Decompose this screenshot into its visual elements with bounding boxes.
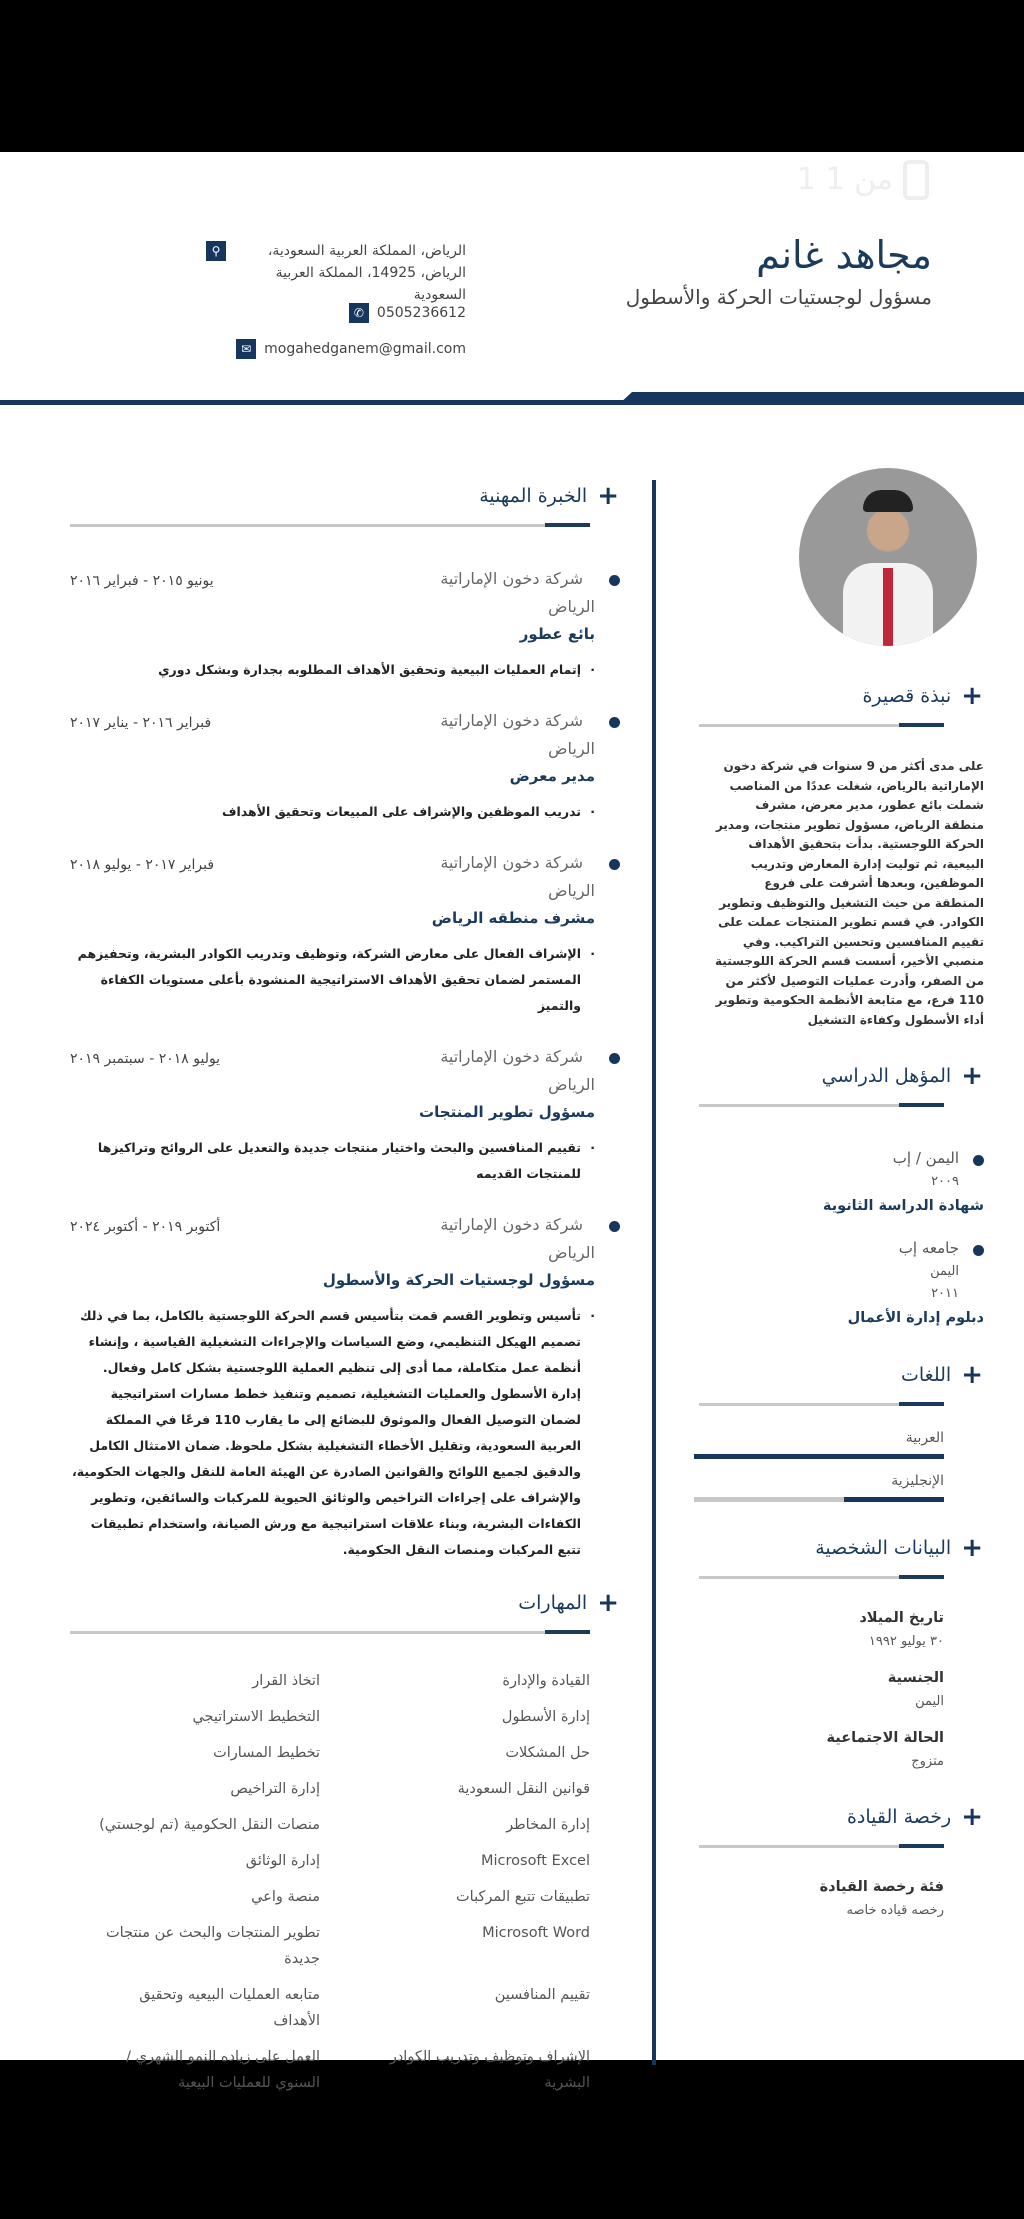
skill-item: تطبيقات تتبع المركبات — [456, 1889, 590, 1905]
heading-text: نبذة قصيرة — [862, 685, 952, 707]
job-location: الرياض — [548, 1243, 595, 1262]
bullet-dot-icon — [609, 575, 620, 586]
skill-item: إدارة المخاطر — [506, 1817, 590, 1833]
plus-icon: + — [597, 481, 620, 511]
personal-label: الحالة الاجتماعية — [826, 1730, 944, 1746]
section-divider — [70, 524, 590, 527]
personal-value: اليمن — [915, 1694, 944, 1709]
skill-item: إدارة الأسطول — [501, 1709, 590, 1725]
license-label: فئة رخصة القيادة — [819, 1879, 944, 1895]
company-name: شركة دخون الإماراتية — [440, 853, 583, 872]
skill-item: قوانين النقل السعودية — [457, 1781, 590, 1797]
education-place: اليمن / إب — [892, 1149, 959, 1167]
education-place: جامعه إب — [898, 1239, 959, 1257]
skill-item: Microsoft Word — [482, 1925, 590, 1941]
education-heading — [699, 1062, 984, 1090]
job-location: الرياض — [548, 739, 595, 758]
languages-section — [699, 1361, 984, 1502]
skill-item: إدارة التراخيص — [230, 1781, 320, 1797]
entry-header — [70, 1213, 620, 1237]
date-range: أكتوبر ٢٠١٩ - أكتوبر ٢٠٢٤ — [70, 1219, 221, 1235]
experience-entry — [70, 1045, 620, 1187]
company-name: شركة دخون الإماراتية — [440, 1047, 583, 1066]
skill-item: تطوير المنتجات والبحث عن منتجات جديدة — [106, 1925, 320, 1967]
entry-header — [70, 709, 620, 733]
company-name: شركة دخون الإماراتية — [440, 711, 583, 730]
education-degree: شهادة الدراسة الثانوية — [822, 1198, 984, 1214]
phone-icon: ✆ — [349, 303, 369, 323]
section-divider — [699, 1403, 944, 1406]
heading-text: البيانات الشخصية — [815, 1537, 952, 1559]
skill-item: العمل على زياده النمو الشهري / السنوي للعمليات البيعية — [126, 2049, 320, 2091]
summary-heading — [699, 682, 984, 710]
language-level-fill — [694, 1454, 944, 1459]
job-description: · تقييم المنافسين والبحث واختيار منتجات جديدة والتعديل على الروائح وتراكيزها للمنتجات القديمه — [70, 1135, 595, 1187]
skill-item: منصة واعي — [251, 1889, 320, 1905]
heading-text: رخصة القيادة — [846, 1806, 952, 1828]
entry-header — [70, 851, 620, 875]
personal-heading — [699, 1534, 984, 1562]
personal-section — [699, 1534, 984, 1771]
job-location: الرياض — [548, 597, 595, 616]
education-place-row — [699, 1237, 984, 1259]
location-pin-icon: ⚲ — [206, 241, 226, 261]
license-value: رخصه قياده خاصه — [846, 1903, 944, 1918]
summary-text: على مدى أكثر من 9 سنوات في شركة دخون الإماراتية بالرياض، شغلت عددًا من المناصب شملت بائع عطور، مدير معرض، مشرف منطقة الرياض، مسؤول تطوير منتجات، ومدير الحركة اللوجستية. بدأت بتحقيق الأهداف البيعية، ثم توليت إدارة المعارض وتدريب الموظفين، وبعدها أشرفت على فروع المنطقة من حيث التشغيل والتوظيف وتطوير الكوادر. في قسم تطوير المنتجات عملت على تقييم المنافسين وتحسين التراكيب. وفي منصبي الأخير، أسست قسم الحركة اللوجستية من الصفر، وأدرت عمليات التوصيل لأكثر من 110 فرع، مع متابعة الأنظمة الحكومية وتطوير أداء الأسطول وكفاءة التشغيل — [715, 759, 984, 1027]
plus-icon: + — [961, 1533, 984, 1563]
heading-text: اللغات — [901, 1364, 952, 1386]
skill-item: متابعه العمليات البيعيه وتحقيق الأهداف — [139, 1987, 320, 2029]
right-column — [699, 682, 984, 1952]
job-description: · تدريب الموظفين والإشراف على المبيعات وتحقيق الأهداف — [70, 799, 595, 825]
heading-text: الخبرة المهنية — [479, 485, 588, 507]
job-role: بائع عطور — [519, 625, 595, 643]
bullet-dot-icon — [609, 859, 620, 870]
job-role: مسؤول لوجستيات الحركة والأسطول — [322, 1271, 595, 1289]
skill-item: اتخاذ القرار — [252, 1673, 320, 1689]
experience-entry — [70, 1213, 620, 1563]
experience-list — [70, 567, 620, 1563]
skills-heading — [70, 1589, 620, 1617]
date-range: يونيو ٢٠١٥ - فبراير ٢٠١٦ — [70, 573, 214, 589]
document-icon — [903, 160, 929, 200]
summary-section — [699, 682, 984, 1030]
plus-icon: + — [597, 1588, 620, 1618]
contact-email[interactable] — [236, 338, 466, 360]
bullet-dot-icon — [973, 1245, 984, 1256]
job-role: مسؤول تطوير المنتجات — [419, 1103, 595, 1121]
language-level-fill — [844, 1497, 944, 1502]
entry-header — [70, 1045, 620, 1069]
resume-page — [0, 152, 1024, 2091]
skill-item: تقييم المنافسين — [494, 1987, 590, 2003]
section-divider — [70, 1631, 590, 1634]
page-count-text: 1 من 1 — [796, 162, 893, 197]
column-divider — [652, 480, 656, 2065]
language-name: الإنجليزية — [891, 1473, 944, 1489]
job-description: · إتمام العمليات البيعية وتحقيق الأهداف المطلوبه بجدارة وبشكل دوري — [70, 657, 595, 683]
experience-heading — [70, 482, 620, 510]
education-entry — [699, 1147, 984, 1217]
profile-photo — [799, 468, 977, 646]
plus-icon: + — [961, 1360, 984, 1390]
address-text: الرياض، المملكة العربية السعودية، الرياض، 14925، المملكة العربية السعودية — [267, 243, 466, 303]
skill-item: الإشراف وتوظيف وتدريب الكوادر البشرية — [389, 2049, 590, 2091]
education-detail: ٢٠١١ — [931, 1286, 959, 1301]
job-location: الرياض — [548, 881, 595, 900]
entry-header — [70, 567, 620, 591]
section-divider — [699, 1845, 944, 1848]
candidate-name: مجاهد غانم — [756, 233, 932, 277]
candidate-title: مسؤول لوجستيات الحركة والأسطول — [625, 285, 932, 309]
skill-item: إدارة الوثائق — [245, 1853, 320, 1869]
experience-entry — [70, 709, 620, 825]
company-name: شركة دخون الإماراتية — [440, 569, 583, 588]
education-entry — [699, 1237, 984, 1329]
section-divider — [699, 724, 944, 727]
language-level-bar — [694, 1454, 944, 1459]
plus-icon: + — [961, 1802, 984, 1832]
bullet-dot-icon — [609, 1053, 620, 1064]
job-description: · الإشراف الفعال على معارض الشركة، وتوظيف وتدريب الكوادر البشرية، وتحفيزهم المستمر لضمان تحقيق الأهداف الاستراتيجية المنشودة بأعلى مستويات الكفاءة والتميز — [70, 941, 595, 1019]
email-link[interactable]: mogahedganem@gmail.com — [264, 341, 466, 357]
job-role: مشرف منطقه الرياض — [431, 909, 595, 927]
section-divider — [699, 1104, 944, 1107]
job-location: الرياض — [548, 1075, 595, 1094]
left-column — [70, 482, 620, 2096]
skill-item: Microsoft Excel — [480, 1853, 590, 1869]
skills-section — [70, 1589, 620, 2096]
experience-entry — [70, 567, 620, 683]
plus-icon: + — [961, 1061, 984, 1091]
education-detail: ٢٠٠٩ — [931, 1174, 959, 1189]
skill-item: التخطيط الاستراتيجي — [192, 1709, 320, 1725]
skill-item: تخطيط المسارات — [213, 1745, 320, 1761]
language-name: العربية — [905, 1430, 944, 1446]
education-degree: دبلوم إدارة الأعمال — [847, 1310, 984, 1326]
personal-value: ٣٠ يوليو ١٩٩٢ — [868, 1634, 944, 1649]
personal-value: متزوج — [911, 1754, 944, 1769]
contact-phone — [349, 302, 466, 324]
skill-item: منصات النقل الحكومية (تم لوجستي) — [99, 1817, 320, 1833]
experience-section — [70, 482, 620, 1563]
header-band-accent — [618, 392, 1024, 405]
license-section — [699, 1803, 984, 1920]
language-level-bar — [694, 1497, 944, 1502]
job-description: · تأسيس وتطوير القسم قمت بتأسيس قسم الحركة اللوجستية بالكامل، بما في ذلك تصميم الهيكل التنظيمي، وضع السياسات والإجراءات التشغيلية القياسية ، وإنشاء أنظمة عمل متكاملة، مما أدى إلى تنظيم العملية اللوجستية بشكل كامل وفعال. إدارة الأسطول والعمليات التشغيلية، تصميم وتنفيذ خطط مسارات استراتيجية لضمان التوصيل الفعال والموثوق للبضائع إلى ما يقارب 110 فرعًا في المملكة العربية السعودية، وتقليل الأخطاء التشغيلية بشكل ملحوظ. ضمان الامتثال الكامل والدقيق لجميع اللوائح والقوانين الصادرة عن الهيئة العامة للنقل والجهات الحكومية، والإشراف على إجراءات التراخيص والوثائق الحيوية للمركبات والسائقين، وتطوير الكفاءات البشرية، وبناء علاقات استراتيجية مع ورش الصيانة، واستخدام تطبيقات تتبع المركبات ومنصات النقل الحكومية. — [70, 1303, 595, 1563]
mail-icon: ✉ — [236, 339, 256, 359]
plus-icon: + — [961, 681, 984, 711]
contact-address — [206, 240, 466, 306]
bullet-dot-icon — [609, 1221, 620, 1232]
date-range: فبراير ٢٠١٦ - يناير ٢٠١٧ — [70, 715, 212, 731]
skill-item: القيادة والإدارة — [502, 1673, 590, 1689]
date-range: يوليو ٢٠١٨ - سبتمبر ٢٠١٩ — [70, 1051, 221, 1067]
date-range: فبراير ٢٠١٧ - يوليو ٢٠١٨ — [70, 857, 215, 873]
bullet-dot-icon — [609, 717, 620, 728]
bullet-dot-icon — [973, 1155, 984, 1166]
header-band — [0, 400, 640, 405]
education-detail: اليمن — [930, 1264, 959, 1279]
heading-text: المؤهل الدراسي — [821, 1065, 952, 1087]
section-divider — [699, 1576, 944, 1579]
license-heading — [699, 1803, 984, 1831]
education-place-row — [699, 1147, 984, 1169]
heading-text: المهارات — [518, 1592, 588, 1614]
personal-label: الجنسية — [887, 1670, 944, 1686]
skill-item: حل المشكلات — [505, 1745, 590, 1761]
education-section — [699, 1062, 984, 1329]
experience-entry — [70, 851, 620, 1019]
page-indicator — [797, 160, 929, 200]
skills-list — [70, 1668, 590, 2096]
company-name: شركة دخون الإماراتية — [440, 1215, 583, 1234]
personal-label: تاريخ الميلاد — [859, 1610, 944, 1626]
languages-heading — [699, 1361, 984, 1389]
phone-text: 0505236612 — [376, 305, 466, 321]
job-role: مدير معرض — [509, 767, 595, 785]
